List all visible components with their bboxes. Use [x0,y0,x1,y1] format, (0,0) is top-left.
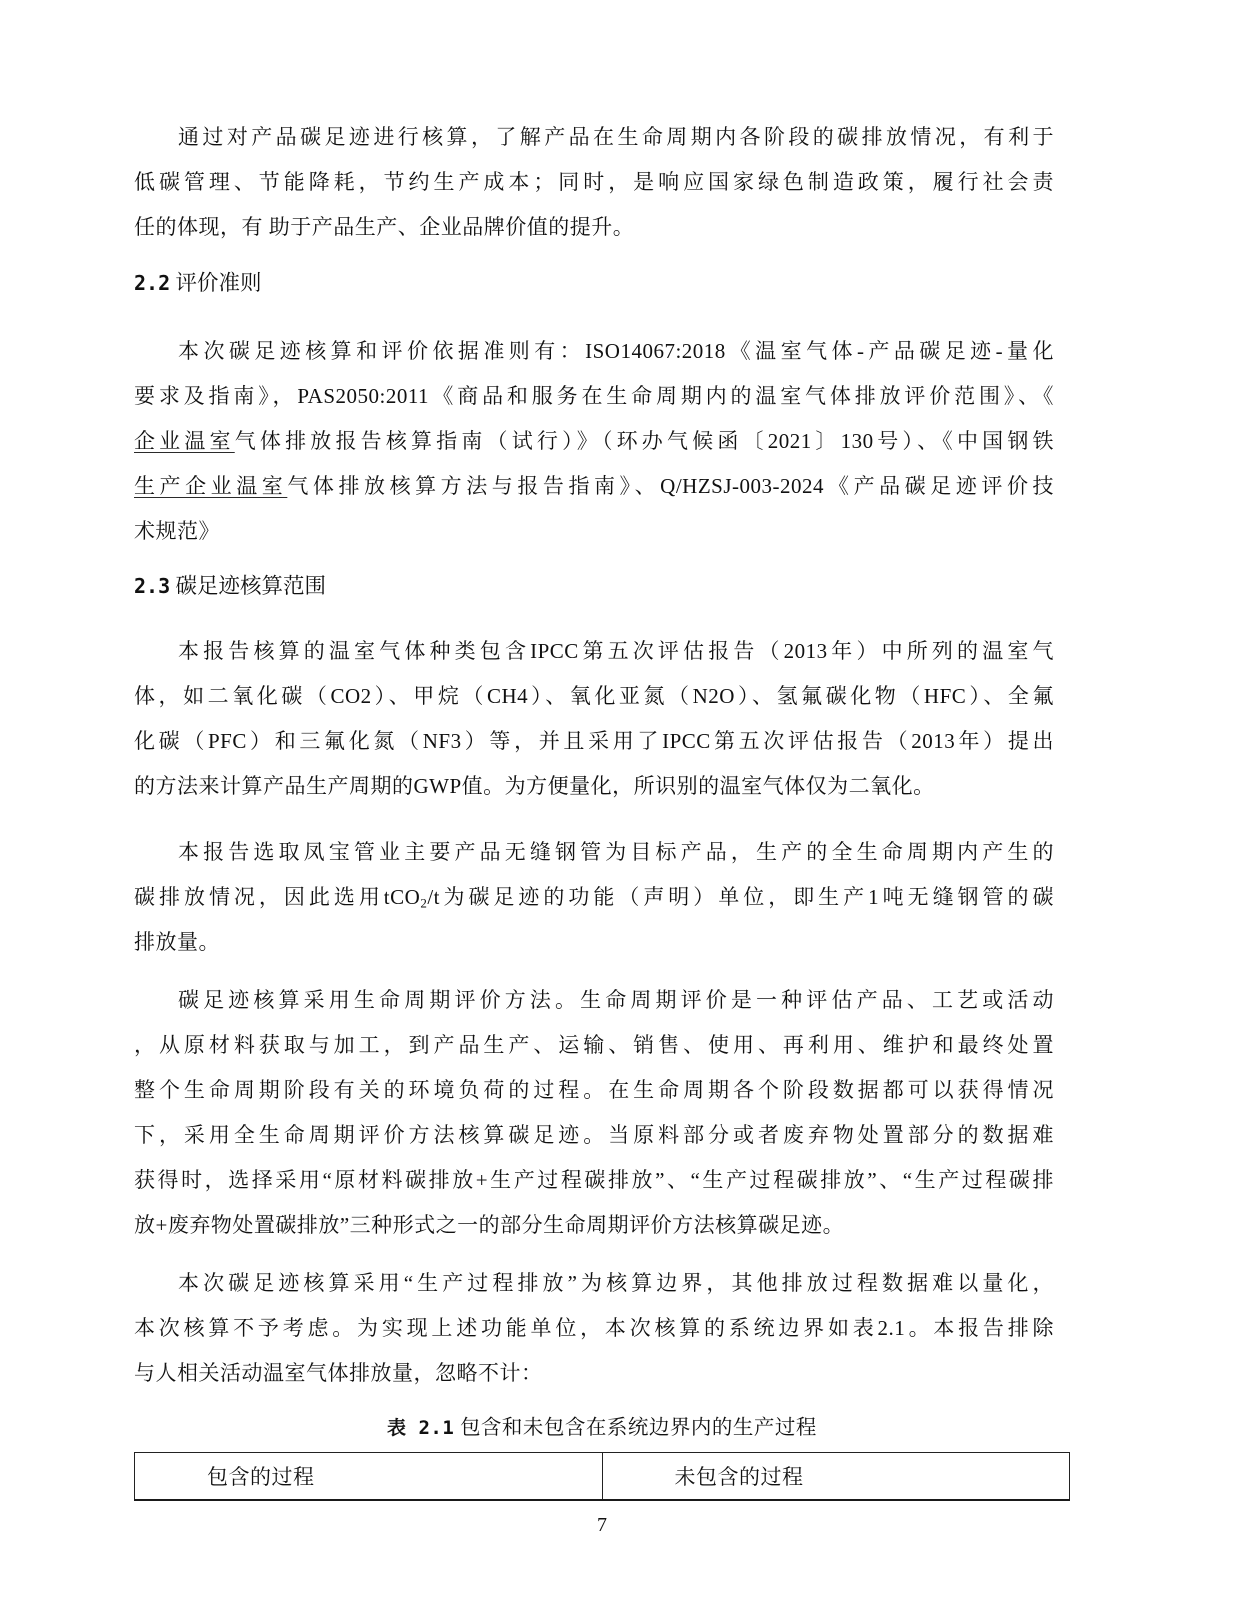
line-text: 碳排放情况，因此选用tCO [134,885,421,909]
subscript-2: 2 [420,895,428,911]
paragraph [134,978,1054,1248]
paragraph-line: 通过对产品碳足迹进行核算，了解产品在生命周期内各阶段的碳排放情况，有利于 [178,125,1054,149]
line-text: 气体排放核算方法与报告指南》、Q/HZSJ-003-2024《产品碳足迹评价技 [287,474,1054,498]
paragraph-line: 任的体现，有 助于产品生产、企业品牌价值的提升。 [134,215,635,239]
section-heading-2-2 [134,261,1054,306]
paragraph-line [134,875,1054,920]
paragraph-line: 术规范》 [134,519,220,543]
paragraph-line: 体，如二氧化碳（CO2）、甲烷（CH4）、氧化亚氮（N2O）、氢氟碳化物（HFC）、全氟 [134,684,1054,708]
page-number: 7 [597,1514,607,1536]
paragraph-line: 本次碳足迹核算采用“生产过程排放”为核算边界，其他排放过程数据难以量化， [178,1271,1054,1295]
paragraph-line: 碳足迹核算采用生命周期评价方法。生命周期评价是一种评估产品、工艺或活动 [178,988,1054,1012]
paragraph-line: 低碳管理、节能降耗，节约生产成本；同时，是响应国家绿色制造政策，履行社会责 [134,170,1054,194]
section-number: 2.3 [134,574,171,598]
paragraph-line: 本次核算不予考虑。为实现上述功能单位，本次核算的系统边界如表2.1。本报告排除 [134,1316,1054,1340]
paragraph [134,1261,1054,1396]
section-title-text: 评价准则 [175,271,262,295]
system-boundary-table [134,1452,1070,1501]
line-text: 气体排放报告核算指南（试行）》（环办气候函〔2021〕130号）、《中国钢铁 [234,429,1055,453]
paragraph-line: 本次碳足迹核算和评价依据准则有：ISO14067:2018《温室气体-产品碳足迹-量化 [178,339,1054,363]
paragraph-line: 化碳（PFC）和三氟化氮（NF3）等，并且采用了IPCC第五次评估报告（2013年）提出 [134,729,1054,753]
paragraph [134,830,1054,965]
table-caption-text: 包含和未包含在系统边界内的生产过程 [454,1417,817,1439]
paragraph-line: 排放量。 [134,930,220,954]
paragraph-line: 要求及指南》，PAS2050:2011《商品和服务在生命周期内的温室气体排放评价范围》、《 [134,384,1054,408]
paragraph-line: 的方法来计算产品生产周期的GWP值。为方便量化，所识别的温室气体仅为二氧化。 [134,774,935,798]
page-content [134,0,1054,1540]
paragraph-line: 与人相关活动温室气体排放量，忽略不计： [134,1361,543,1385]
paragraph-line: 本报告选取凤宝管业主要产品无缝钢管为目标产品，生产的全生命周期内产生的 [178,840,1054,864]
paragraph [134,115,1054,250]
paragraph-line: 整个生命周期阶段有关的环境负荷的过程。在生命周期各个阶段数据都可以获得情况 [134,1078,1054,1102]
paragraph-line: 本报告核算的温室气体种类包含IPCC第五次评估报告（2013年）中所列的温室气 [178,639,1054,663]
table-header-excluded: 未包含的过程 [602,1453,1070,1501]
paragraph-line: 获得时，选择采用“原材料碳排放+生产过程碳排放”、“生产过程碳排放”、“生产过程碳排 [134,1168,1054,1192]
section-heading-2-3 [134,564,1054,609]
table-header-row [135,1453,1070,1501]
paragraph-line: 放+废弃物处置碳排放”三种形式之一的部分生命周期评价方法核算碳足迹。 [134,1213,845,1237]
paragraph-line [134,419,1054,464]
paragraph-line [134,464,1054,509]
table-header-included: 包含的过程 [135,1453,603,1501]
paragraph-line: 下，采用全生命周期评价方法核算碳足迹。当原料部分或者废弃物处置部分的数据难 [134,1123,1054,1147]
table-caption [134,1408,1070,1448]
paragraph-line: ，从原材料获取与加工，到产品生产、运输、销售、使用、再利用、维护和最终处置 [134,1033,1054,1057]
section-title-text: 碳足迹核算范围 [175,574,327,598]
line-text: /t为碳足迹的功能（声明）单位，即生产1吨无缝钢管的碳 [427,885,1054,909]
paragraph [134,629,1054,809]
table-caption-number: 表 2.1 [387,1417,455,1439]
section-number: 2.2 [134,271,171,295]
underlined-text: 生产企业温室 [134,474,288,498]
paragraph [134,329,1054,554]
underlined-text: 企业温室 [134,429,235,453]
